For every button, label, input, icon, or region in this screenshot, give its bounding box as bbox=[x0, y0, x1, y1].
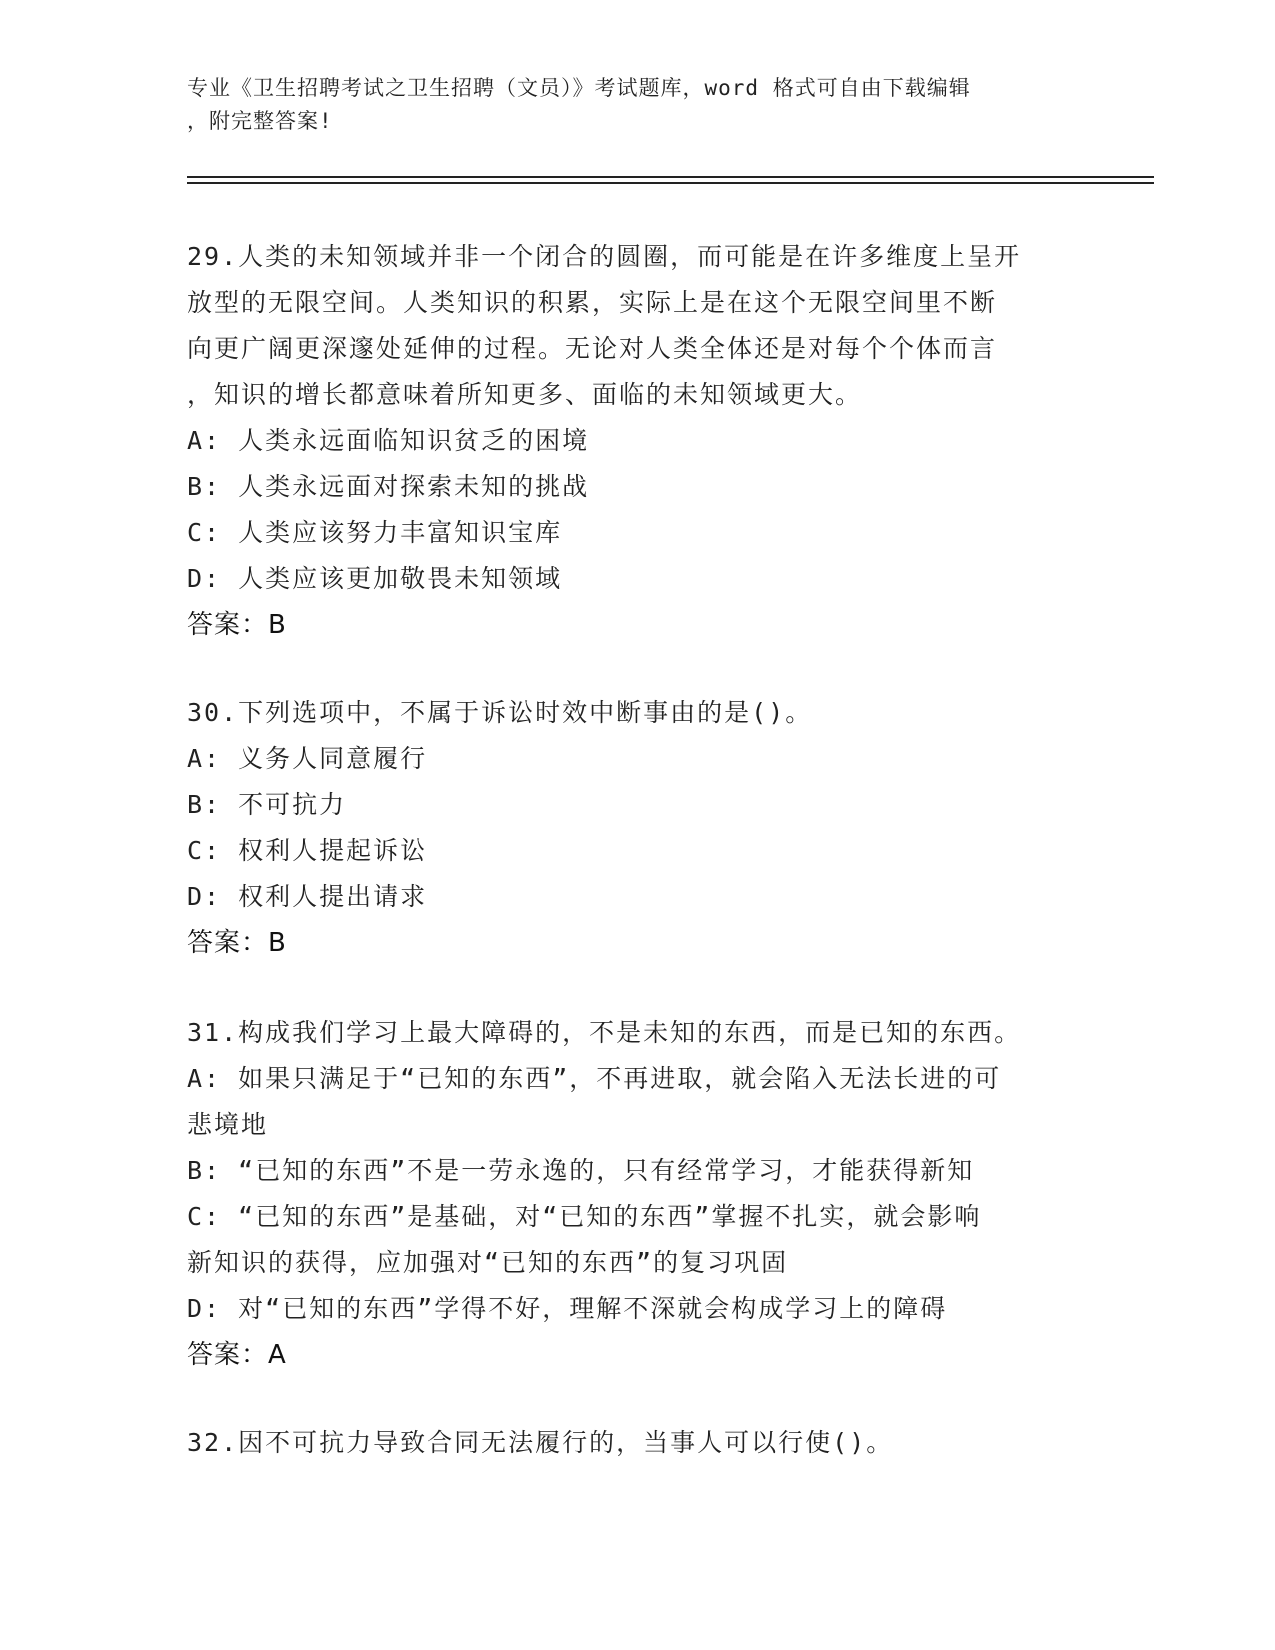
option-a: A: 义务人同意履行 bbox=[187, 744, 428, 773]
question-31 bbox=[187, 1010, 1087, 1378]
question-stem-line: ，知识的增长都意味着所知更多、面临的未知领域更大。 bbox=[187, 380, 863, 409]
question-stem-line: 向更广阔更深邃处延伸的过程。无论对人类全体还是对每个个体而言 bbox=[187, 334, 998, 363]
header-line-2: ，附完整答案! bbox=[187, 109, 333, 133]
question-32 bbox=[187, 1420, 1087, 1466]
answer-label: 答案：B bbox=[187, 610, 287, 640]
option-c: C: 权利人提起诉讼 bbox=[187, 836, 428, 865]
question-29 bbox=[187, 234, 1087, 648]
option-d: D: 权利人提出请求 bbox=[187, 882, 428, 911]
option-a: A: 人类永远面临知识贫乏的困境 bbox=[187, 426, 590, 455]
option-a-continued: 悲境地 bbox=[187, 1110, 269, 1139]
option-d: D: 对“已知的东西”学得不好，理解不深就会构成学习上的障碍 bbox=[187, 1294, 948, 1323]
question-stem-line: 32.因不可抗力导致合同无法履行的，当事人可以行使()。 bbox=[187, 1428, 894, 1457]
option-a: A: 如果只满足于“已知的东西”，不再进取，就会陷入无法长进的可 bbox=[187, 1064, 1002, 1093]
option-d: D: 人类应该更加敬畏未知领域 bbox=[187, 564, 563, 593]
question-stem-line: 29.人类的未知领域并非一个闭合的圆圈，而可能是在许多维度上呈开 bbox=[187, 242, 1022, 271]
question-30 bbox=[187, 690, 1087, 966]
option-c: C: “已知的东西”是基础，对“已知的东西”掌握不扎实，就会影响 bbox=[187, 1202, 982, 1231]
header-line-1: 专业《卫生招聘考试之卫生招聘（文员）》考试题库，word 格式可自由下载编辑 bbox=[187, 76, 971, 100]
option-b: B: 不可抗力 bbox=[187, 790, 347, 819]
option-b: B: “已知的东西”不是一劳永逸的，只有经常学习，才能获得新知 bbox=[187, 1156, 975, 1185]
option-b: B: 人类永远面对探索未知的挑战 bbox=[187, 472, 590, 501]
question-stem-line: 30.下列选项中，不属于诉讼时效中断事由的是()。 bbox=[187, 698, 813, 727]
option-c: C: 人类应该努力丰富知识宝库 bbox=[187, 518, 563, 547]
question-stem-line: 放型的无限空间。人类知识的积累，实际上是在这个无限空间里不断 bbox=[187, 288, 998, 317]
answer-label: 答案：A bbox=[187, 1340, 287, 1370]
question-stem-line: 31.构成我们学习上最大障碍的，不是未知的东西，而是已知的东西。 bbox=[187, 1018, 1022, 1047]
option-c-continued: 新知识的获得，应加强对“已知的东西”的复习巩固 bbox=[187, 1248, 789, 1277]
header-divider-top bbox=[187, 176, 1154, 178]
header-divider-bottom bbox=[187, 182, 1154, 184]
document-header bbox=[187, 72, 1067, 138]
answer-label: 答案：B bbox=[187, 928, 287, 958]
